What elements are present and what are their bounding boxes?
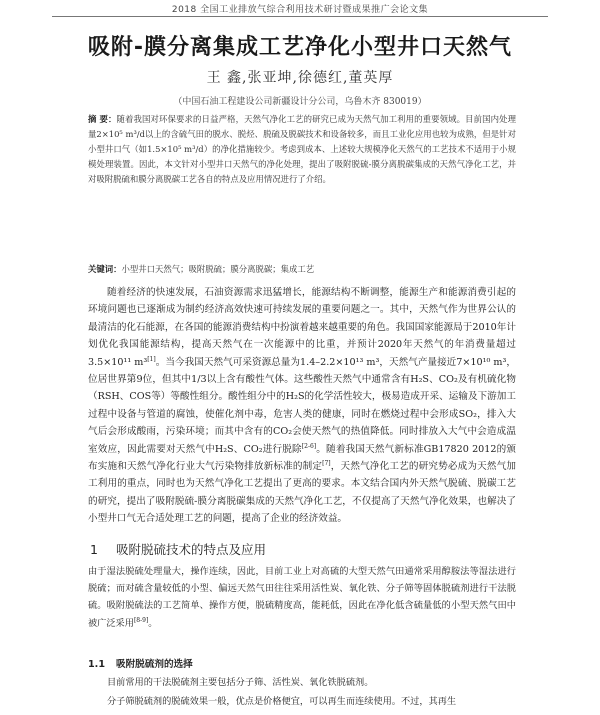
paper-title: 吸附-膜分离集成工艺净化小型井口天然气 [87, 35, 513, 60]
citation: [1] [147, 355, 156, 363]
section-text: 由于湿法脱硫处理量大，操作连续，因此，目前工业上对高硫的大型天然气田通常采用醇胺法等湿法进行脱硫；而对硫含量较低的小型、偏远天然气田往往采用活性炭、氧化铁、分子筛等固体脱硫剂进行干法脱硫。吸附脱硫法的工艺简单、操作方便，脱硫精度高，能耗低，因此在净化低含硫量低的小型天然气田中被广泛采用 [88, 566, 516, 629]
keywords-text: 小型井口天然气；吸附脱硫；膜分离脱碳；集成工艺 [121, 264, 315, 274]
section-paragraph [88, 563, 516, 632]
abstract [88, 112, 516, 187]
section-title: 吸附脱硫技术的特点及应用 [116, 542, 267, 557]
subsection-number: 1.1 [88, 659, 105, 670]
introduction-paragraph [88, 284, 516, 528]
intro-text-1: 随着经济的快速发展，石油资源需求迅猛增长，能源结构不断调整，能源生产和能源消费引起的环境问题也已逐渐成为制约经济高效快速可持续发展的重要问题之一。其中，天然气作为世界公认的最清洁的化石能源，在各国的能源消费结构中扮演着越来越重要的角色。我国国家能源局于2010年计划优化我国能源结构，提高天然气在一次能源中的比重，并预计2020年天然气的年消费量超过3.5×10¹¹ m³ [88, 287, 516, 368]
section-heading [90, 540, 516, 558]
subsection-heading [88, 656, 516, 670]
keywords [88, 263, 516, 275]
keywords-label: 关键词： [88, 264, 122, 274]
abstract-label: 摘 要： [88, 114, 117, 124]
running-head: 2018 全国工业排放气综合利用技术研讨暨成果推广会论文集 [171, 5, 429, 15]
body-paragraph: 目前常用的干法脱硫剂主要包括分子筛、活性炭、氧化铁脱硫剂。 [107, 677, 374, 688]
intro-text-3: 。随着我国天然气新标准GB17820 2012的颁布实施和天然气净化行业大气污染物排放新标准的制定 [88, 443, 517, 473]
citation: [2-6] [301, 442, 317, 450]
author-list: 王 鑫,张亚坤,徐德红,董英厚 [206, 70, 394, 86]
section-number: 1 [90, 542, 98, 557]
section-text-end: 。 [148, 617, 158, 629]
subsection-title: 吸附脱硫剂的选择 [116, 659, 193, 670]
affiliation: （中国石油工程建设公司新疆设计分公司，乌鲁木齐 830019） [173, 97, 427, 107]
abstract-text: 随着我国对环保要求的日益严格，天然气净化工艺的研究已成为天然气加工利用的重要领域。目前国内处理量2×10⁵ m³/d以上的含硫气田的脱水、脱烃、脱硫及脱碳技术和设备较多，而且工业化应用也较为成熟，但是针对小型井口气（如1.5×10⁵ m³/d）的净化措施较少。考虑到成本、上述较大规模净化天然气的工艺技术不适用于小规模处理装置。因此，本文针对小型井口天然气的净化处理，提出了吸附脱硫-膜分离脱碳集成的天然气净化工艺，并对吸附脱硫和膜分离脱碳工艺各自的特点及应用情况进行了介绍。 [88, 114, 516, 184]
header-rule [52, 16, 548, 17]
citation: [8-9] [133, 616, 149, 624]
citation: [7] [322, 459, 331, 467]
intro-text-2: 。当今我国天然气可采资源总量为1.4–2.2×10¹³ m³，天然气产量接近7×10¹⁰ m³，位居世界第9位，但其中1/3以上含有酸性气体。这些酸性天然气中通常含有H₂S、CO₂及有机硫化物（RSH、COS等）等酸性组分。酸性组分中的H₂S的化学活性较大，极易造成开采、运输及下游加工过程中设备与管道的腐蚀，使催化剂中毒，危害人类的健康，同时在燃烧过程中会形成SO₂，排入大气后会形成酸雨，污染环境；而其中含有的CO₂会使天然气的热值降低。同时排放入大气中会造成温室效应，因此需要对天然气中H₂S、CO₂进行脱除 [88, 356, 516, 455]
intro-text-4: ，天然气净化工艺的研究势必成为天然气加工利用的重点，同时也为天然气净化工艺提出了更高的要求。本文结合国内外天然气脱硫、脱碳工艺的研究，提出了吸附脱硫-膜分离脱碳集成的天然气净化工艺，不仅提高了天然气净化效果，也解决了小型井口气无合适处理工艺的问题，提高了企业的经济效益。 [88, 461, 517, 525]
body-paragraph: 分子筛脱硫剂的脱硫效果一般，优点是价格便宜，可以再生而连续使用。不过，其再生 [107, 696, 457, 707]
